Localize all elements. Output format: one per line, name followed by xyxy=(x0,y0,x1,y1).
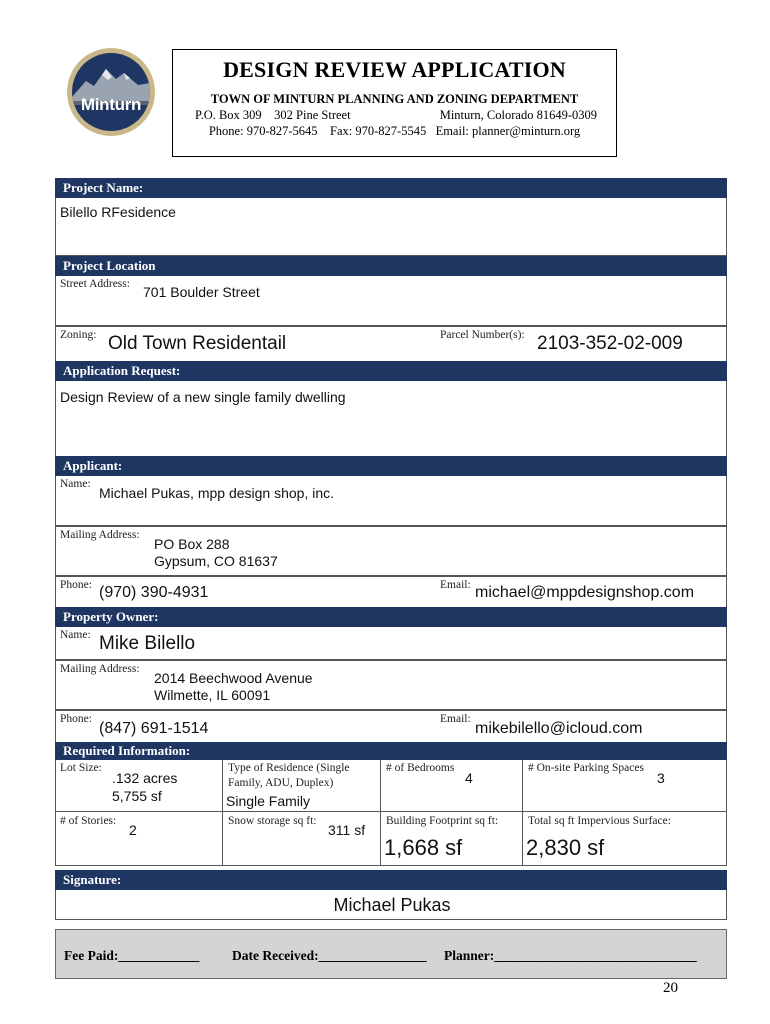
stories-label: # of Stories: xyxy=(60,815,117,827)
parcel-number-value[interactable]: 2103-352-02-009 xyxy=(537,333,683,354)
application-request-header: Application Request: xyxy=(55,361,727,381)
residence-type-label: Type of Residence (Single xyxy=(228,762,350,774)
lot-size-sf[interactable]: 5,755 sf xyxy=(112,788,162,804)
fee-paid: Fee Paid:____________ xyxy=(64,948,200,963)
lot-size-label: Lot Size: xyxy=(60,762,102,774)
mountain-icon xyxy=(72,53,150,131)
applicant-phone-value[interactable]: (970) 390-4931 xyxy=(99,584,209,601)
required-info-grid xyxy=(55,760,727,866)
grid-divider xyxy=(522,760,523,866)
address-line xyxy=(173,108,616,123)
signature-value: Michael Pukas xyxy=(333,895,451,915)
owner-name-field[interactable] xyxy=(55,627,727,660)
department-name: TOWN OF MINTURN PLANNING AND ZONING DEPARTMENT xyxy=(210,92,579,106)
form-header xyxy=(172,49,617,157)
zoning-row xyxy=(55,326,727,362)
owner-name-value: Mike Bilello xyxy=(99,633,196,654)
project-name-field[interactable] xyxy=(55,198,727,256)
applicant-email-value[interactable]: michael@mppdesignshop.com xyxy=(475,584,695,601)
date-received: Date Received:________________ xyxy=(232,948,427,963)
applicant-mailing-field[interactable] xyxy=(55,526,727,576)
application-request-value: Design Review of a new single family dwelling xyxy=(60,389,346,405)
property-owner-header: Property Owner: xyxy=(55,607,727,627)
impervious-label: Total sq ft Impervious Surface: xyxy=(528,815,671,827)
owner-phone-label: Phone: xyxy=(60,713,92,725)
owner-email-label: Email: xyxy=(440,713,471,725)
city-line: Minturn, Colorado 81649-0309 xyxy=(439,108,597,122)
applicant-phone-label: Phone: xyxy=(60,579,92,591)
parcel-number-label: Parcel Number(s): xyxy=(440,329,525,341)
impervious-value[interactable]: 2,830 sf xyxy=(526,835,605,860)
minturn-logo xyxy=(67,48,155,136)
snow-storage-label: Snow storage sq ft: xyxy=(228,815,317,827)
planner: Planner:______________________________ xyxy=(444,948,697,963)
signature-header: Signature: xyxy=(55,870,727,890)
snow-storage-value[interactable]: 311 sf xyxy=(328,822,366,838)
residence-type-value[interactable]: Single Family xyxy=(226,793,311,809)
zoning-label: Zoning: xyxy=(60,329,97,341)
zoning-value[interactable]: Old Town Residentail xyxy=(108,333,287,354)
bedrooms-label: # of Bedrooms xyxy=(386,762,455,774)
stories-value[interactable]: 2 xyxy=(129,822,137,838)
owner-name-label: Name: xyxy=(60,629,91,641)
applicant-mailing-line2: Gypsum, CO 81637 xyxy=(154,553,278,569)
applicant-contact-row xyxy=(55,576,727,608)
grid-divider xyxy=(222,760,223,866)
owner-mailing-line2: Wilmette, IL 60091 xyxy=(154,687,271,703)
owner-mailing-label: Mailing Address: xyxy=(60,663,140,675)
street-address-value: 701 Boulder Street xyxy=(143,284,260,300)
street-address-field[interactable] xyxy=(55,276,727,326)
owner-mailing-field[interactable] xyxy=(55,660,727,710)
project-location-header: Project Location xyxy=(55,256,727,276)
parking-label: # On-site Parking Spaces xyxy=(528,762,644,774)
contact-line: Phone: 970-827-5645 Fax: 970-827-5545 Email: planner@minturn.org xyxy=(208,124,581,138)
owner-email-value[interactable]: mikebilello@icloud.com xyxy=(475,720,643,737)
applicant-name-field[interactable] xyxy=(55,476,727,526)
parking-value[interactable]: 3 xyxy=(657,770,665,786)
form-title: DESIGN REVIEW APPLICATION xyxy=(223,57,566,82)
owner-mailing-line1: 2014 Beechwood Avenue xyxy=(154,670,313,686)
applicant-header: Applicant: xyxy=(55,456,727,476)
grid-divider xyxy=(56,811,222,812)
footprint-label: Building Footprint sq ft: xyxy=(386,815,499,827)
logo-text: Minturn xyxy=(80,95,142,114)
applicant-mailing-line1: PO Box 288 xyxy=(154,536,230,552)
applicant-mailing-label: Mailing Address: xyxy=(60,529,140,541)
application-request-field[interactable] xyxy=(55,381,727,457)
applicant-name-value: Michael Pukas, mpp design shop, inc. xyxy=(99,485,335,501)
grid-divider xyxy=(222,811,727,812)
applicant-email-label: Email: xyxy=(440,579,471,591)
footprint-value[interactable]: 1,668 sf xyxy=(384,835,463,860)
required-info-header: Required Information: xyxy=(55,742,727,760)
po-box: P.O. Box 309 302 Pine Street xyxy=(195,108,351,122)
residence-type-label-line2: Family, ADU, Duplex) xyxy=(228,777,334,789)
lot-size-acres[interactable]: .132 acres xyxy=(112,770,178,786)
bedrooms-value[interactable]: 4 xyxy=(465,770,473,786)
owner-phone-value[interactable]: (847) 691-1514 xyxy=(99,720,209,737)
owner-contact-row xyxy=(55,710,727,743)
project-name-header: Project Name: xyxy=(55,178,727,198)
grid-divider xyxy=(380,760,381,866)
office-use-box xyxy=(55,929,727,979)
signature-field[interactable] xyxy=(55,890,727,920)
page-number: 20 xyxy=(663,980,678,996)
project-name-value: Bilello RFesidence xyxy=(60,204,176,220)
applicant-name-label: Name: xyxy=(60,478,91,490)
street-address-label: Street Address: xyxy=(60,278,130,290)
